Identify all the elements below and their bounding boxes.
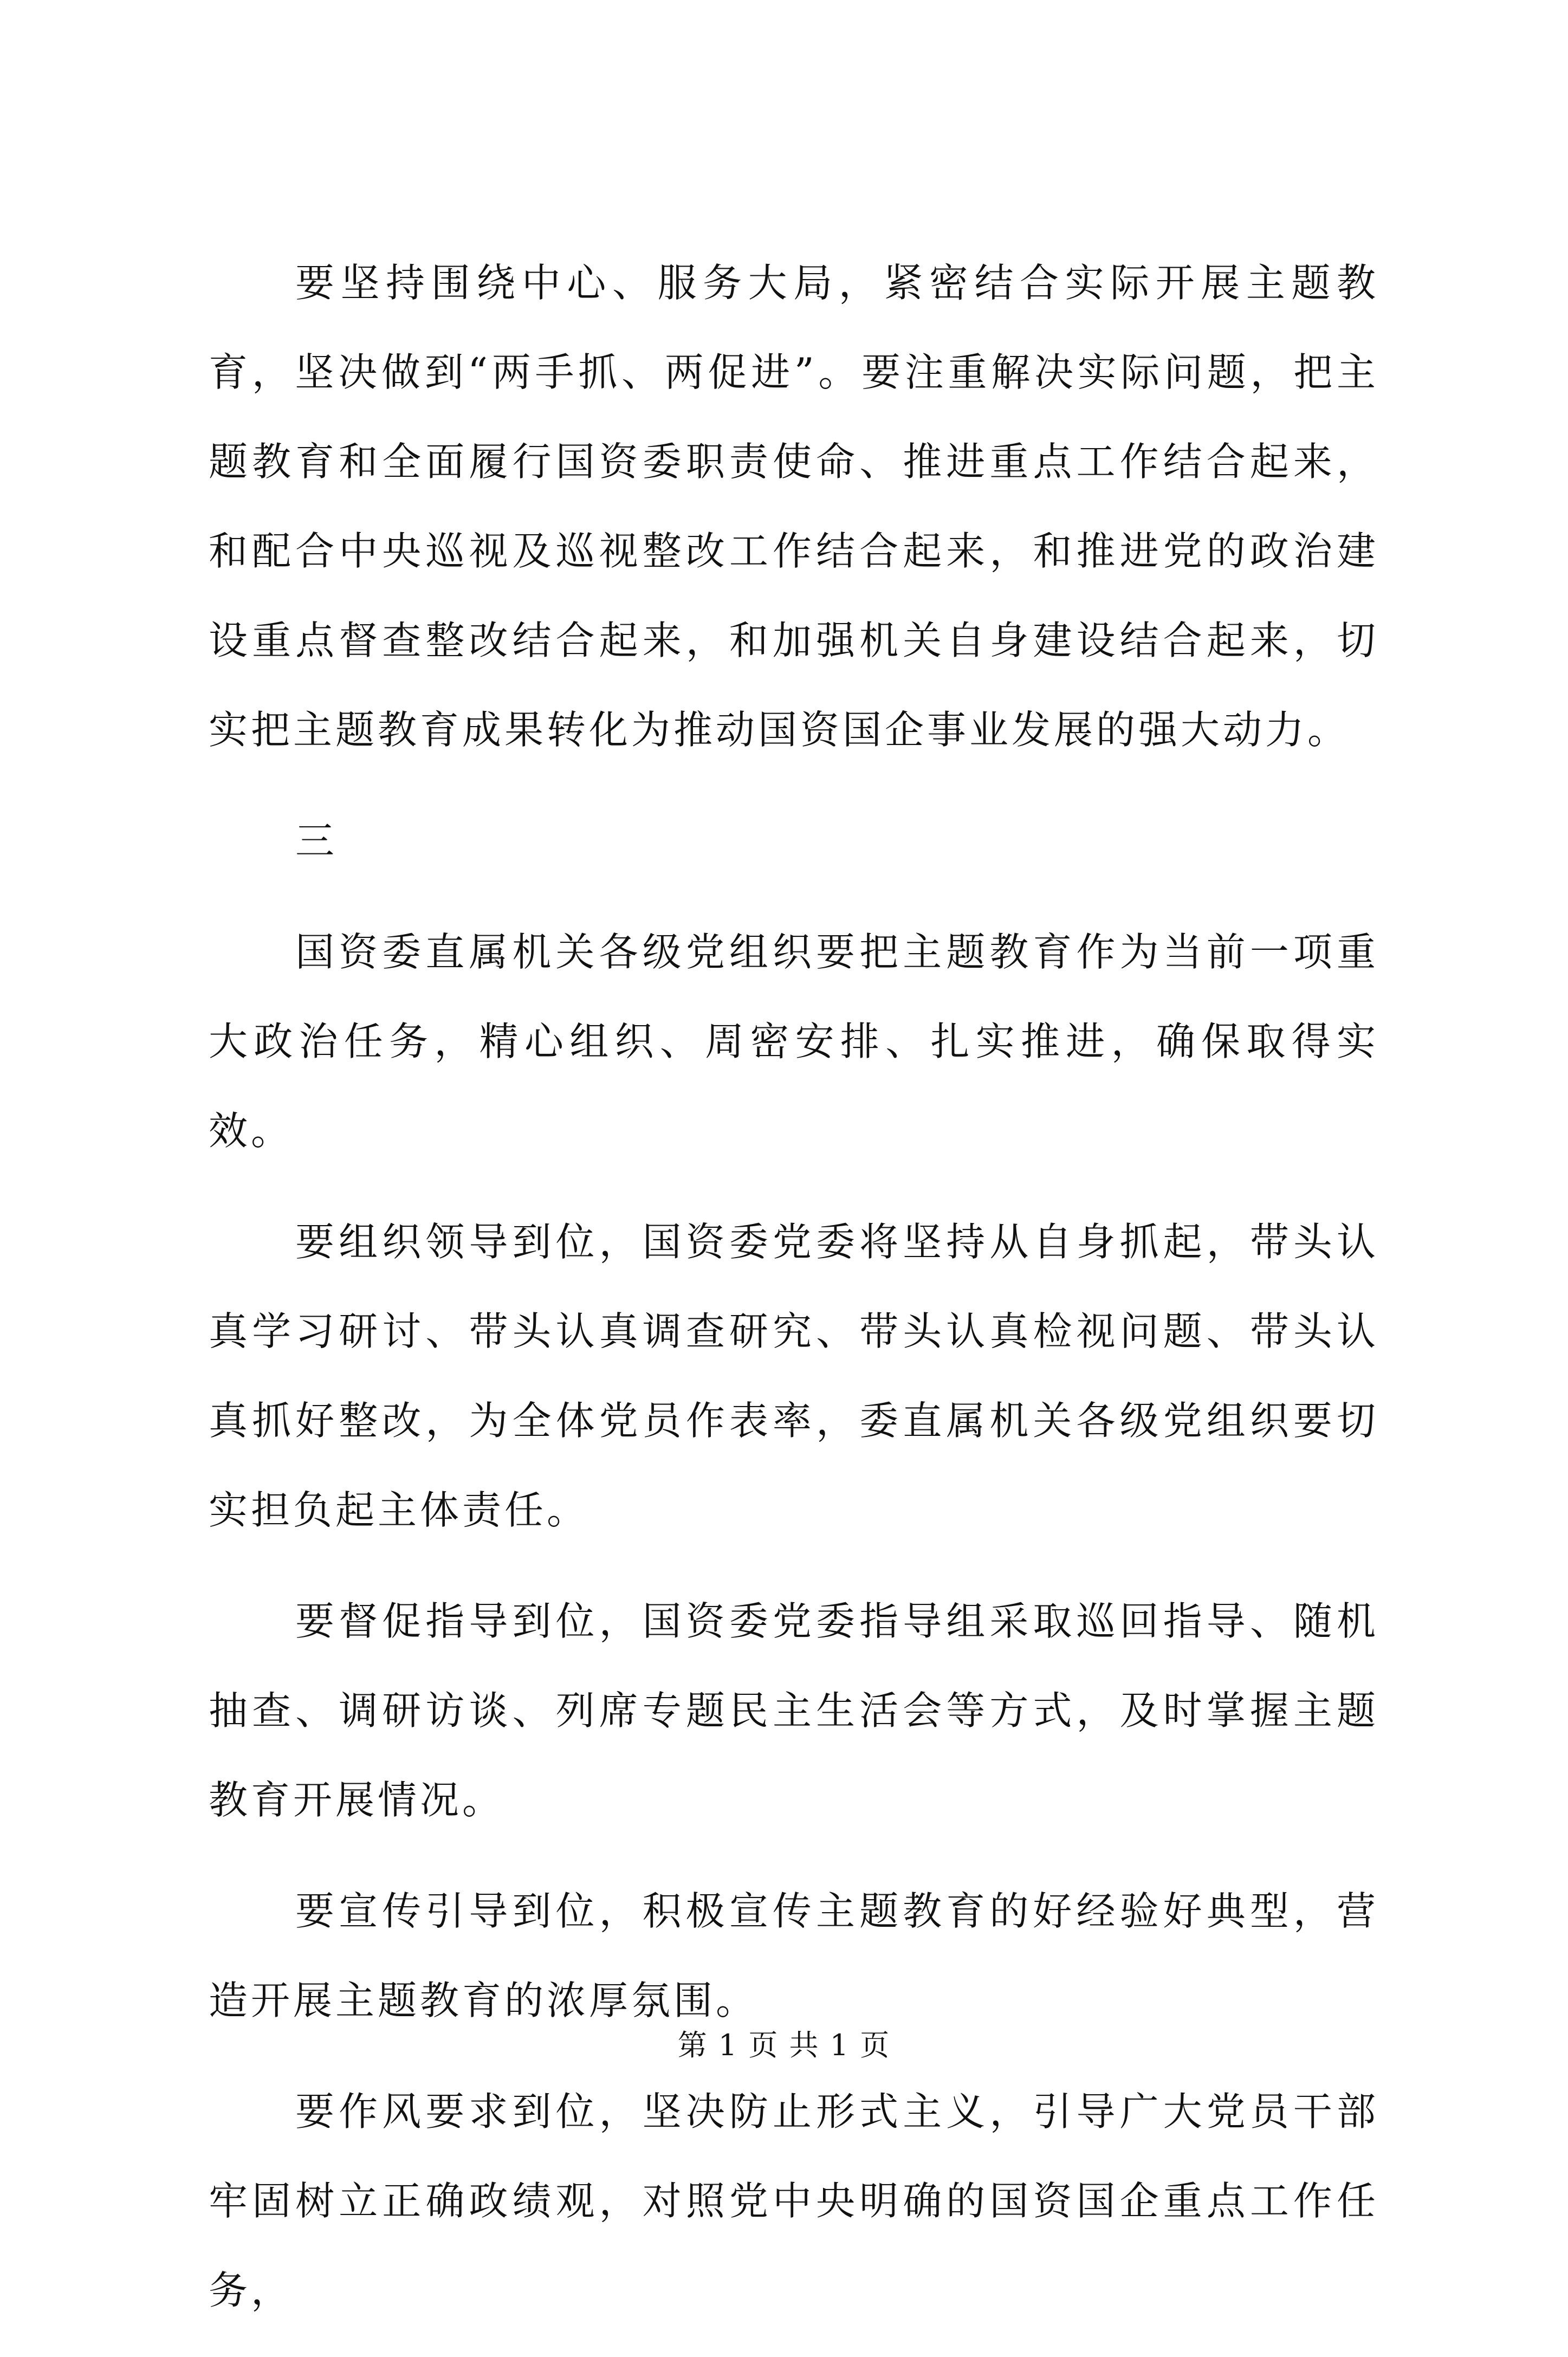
- paragraph-5: 要督促指导到位，国资委党委指导组采取巡回指导、随机抽查、调研访谈、列席专题民主生活会等方式，及时掌握主题教育开展情况。: [209, 1598, 1379, 1823]
- paragraph-2-section-heading: 三: [295, 818, 338, 864]
- paragraph-4: 要组织领导到位，国资委党委将坚持从自身抓起，带头认真学习研讨、带头认真调查研究、带头认真检视问题、带头认真抓好整改，为全体党员作表率，委直属机关各级党组织要切实担负起主体责任。: [209, 1219, 1379, 1533]
- paragraph-7: 要作风要求到位，坚决防止形式主义，引导广大党员干部牢固树立正确政绩观，对照党中央明确的国资国企重点工作任务，: [209, 2089, 1379, 2313]
- paragraph-1: 要坚持围绕中心、服务大局，紧密结合实际开展主题教育，坚决做到“两手抓、两促进”。要注重解决实际问题，把主题教育和全面履行国资委职责使命、推进重点工作结合起来，和配合中央巡视及巡视整改工作结合起来，和推进党的政治建设重点督查整改结合起来，和加强机关自身建设结合起来，切实把主题教育成果转化为推动国资国企事业发展的强大动力。: [209, 260, 1379, 753]
- page-number-label: 第 1 页 共 1 页: [677, 2028, 891, 2062]
- page-footer: [0, 2026, 1568, 2064]
- paragraph-3: 国资委直属机关各级党组织要把主题教育作为当前一项重大政治任务，精心组织、周密安排、扎实推进，确保取得实效。: [209, 929, 1379, 1154]
- paragraph-6: 要宣传引导到位，积极宣传主题教育的好经验好典型，营造开展主题教育的浓厚氛围。: [209, 1888, 1379, 2023]
